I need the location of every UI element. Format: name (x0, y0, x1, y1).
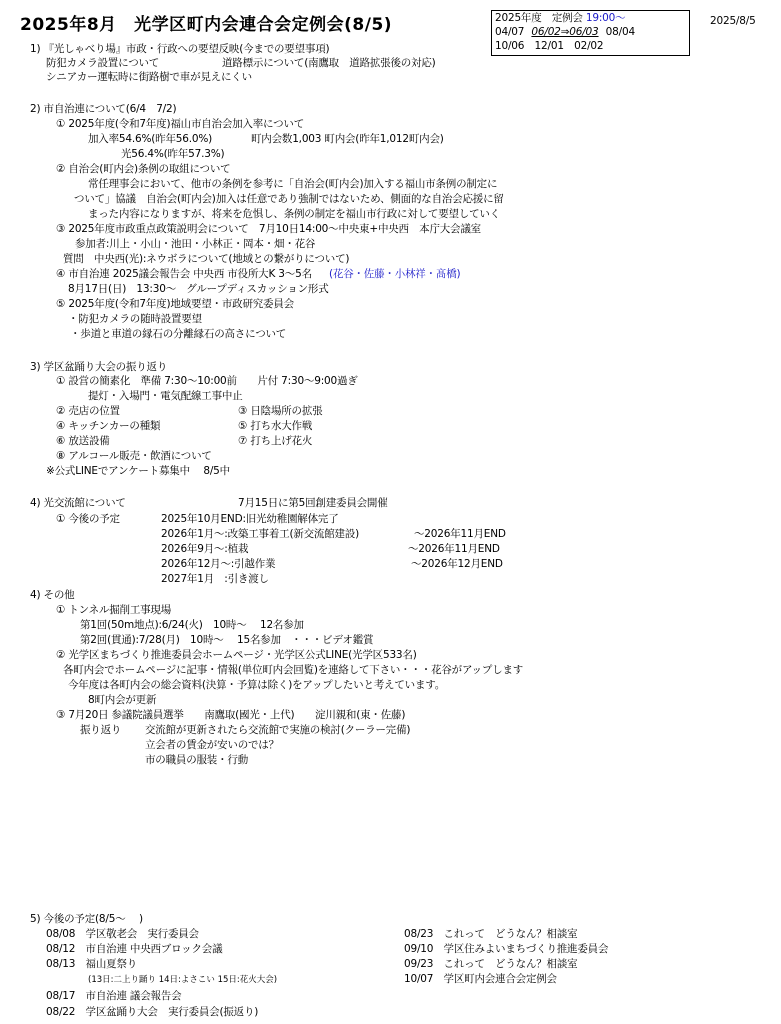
s3-item: ⑥ 放送設備 (56, 435, 110, 447)
schedule-subnote: (13日:二上り踊り 14日:よさこい 15日:花火大会) (88, 975, 278, 985)
s2-item: ② 自治会(町内会)条例の取組について (56, 163, 231, 175)
schedule-line-3: 10/06 12/01 02/02 (495, 40, 604, 52)
schedule-line-1: 2025年度 定例会 19:00～ (495, 12, 626, 24)
s5-text: 立会者の賃金が安いのでは？ (145, 739, 279, 751)
s4-plan: 2027年1月 :引き渡し (161, 573, 269, 585)
page-title: 2025年8月 光学区町内会連合会定例会(8/5) (20, 15, 393, 35)
attendee-names: (花谷・佐藤・小林祥・髙橋) (329, 268, 461, 280)
s4-plan: 2026年12月～:引越作業 (161, 558, 276, 570)
schedule-item: 09/23 これって どうなん？相談室 (404, 958, 578, 970)
s5-text: 今年度は各町内会の総会資料(決算・予算は除く)をアップしたいと考えています。 (68, 679, 446, 691)
s2-text: 町内会数1,003 町内会(昨年1,012町内会) (251, 133, 444, 145)
schedule-item: 08/23 これって どうなん？相談室 (404, 928, 578, 940)
section-1-heading: 1) 『光しゃべり場』市政・行政への要望反映(今までの要望事項) (30, 43, 330, 55)
s2-text: 8月17日(日) 13:30～ グループディスカッション形式 (68, 283, 329, 295)
section-6-heading: 5) 今後の予定(8/5～ ) (30, 913, 143, 925)
s5-text: 各町内会でホームページに記事・情報(単位町内会回覧)を連絡して下さい・・・花谷がアップします (63, 664, 524, 676)
s4-plan: 2026年9月～:植栽 (161, 543, 249, 555)
meeting-time: 19:00～ (585, 12, 626, 24)
s4-heading-note: 7月15日に第5回創建委員会開催 (238, 497, 388, 509)
s1-item: 道路標示について(南鷹取 道路拡張後の対応) (222, 57, 436, 69)
s4-plan-end: ～2026年11月END (408, 543, 500, 555)
schedule-item: 09/10 学区住みよいまちづくり推進委員会 (404, 943, 609, 955)
schedule-item: 08/12 市自治連 中央西ブロック会議 (46, 943, 223, 955)
s3-item: ④ キッチンカーの種類 (56, 420, 161, 432)
schedule-item: 10/07 学区町内会連合会定例会 (404, 973, 557, 985)
s2-text: 質問 中央西(光):ネウボラについて(地域との繋がりについて) (63, 253, 350, 265)
s3-item: ① 設営の簡素化 準備 7:30～10:00前 片付 7:30～9:00過ぎ (56, 375, 358, 387)
schedule-item: 08/08 学区敬老会 実行委員会 (46, 928, 199, 940)
s2-text: ・歩道と車道の縁石の分離縁石の高さについて (70, 328, 287, 340)
s3-item: ⑤ 打ち水大作戦 (238, 420, 313, 432)
s5-text: 市の職員の服装・行動 (145, 754, 248, 766)
s5-label: 振り返り (80, 724, 122, 736)
s3-note: ※公式LINEでアンケート募集中 8/5中 (46, 465, 230, 477)
s2-item: ④ 市自治連 2025議会報告会 中央西 市役所大K 3～5名 (花谷・佐藤・小林祥・髙橋) (56, 268, 461, 280)
s2-text: ついて」協議 自治会(町内会)加入は任意であり強制ではないため、側面的な自治会応援に留 (74, 193, 504, 205)
s5-item: ③ 7月20日 参議院議員選挙 南鷹取(國光・上代) 淀川親和(東・佐藤) (56, 709, 406, 721)
schedule-item: 08/13 福山夏祭り (46, 958, 138, 970)
s4-plan: 2026年1月～:改築工事着工(新交流館建設) (161, 528, 360, 540)
s5-text: 交流館が更新されたら交流館で実施の検討(クーラー完備) (145, 724, 411, 736)
section-5-heading: 4) その他 (30, 589, 75, 601)
s3-item: ② 売店の位置 (56, 405, 120, 417)
s4-plan: 2025年10月END:旧光幼稚園解体完了 (161, 513, 339, 525)
s2-text: ・防犯カメラの随時設置要望 (68, 313, 202, 325)
s4-item: ① 今後の予定 (56, 513, 120, 525)
s2-item: ⑤ 2025年度(令和7年度)地域要望・市政研究委員会 (56, 298, 294, 310)
s2-text: 常任理事会において、他市の条例を参考に「自治会(町内会)加入する福山市条例の制定に (88, 178, 498, 190)
schedule-item: 08/17 市自治連 議会報告会 (46, 990, 182, 1002)
s3-text: 提灯・入場門・電気配線工事中止 (88, 390, 243, 402)
header-date: 2025/8/5 (710, 15, 756, 27)
s3-item: ③ 日陰場所の拡張 (238, 405, 323, 417)
schedule-line-2: 04/07 06/02⇒06/03 08/04 (495, 26, 635, 38)
s2-text: 参加者:川上・小山・池田・小林正・岡本・畑・花谷 (75, 238, 316, 250)
s4-plan-end: ～2026年11月END (414, 528, 506, 540)
s5-text: 8町内会が更新 (88, 694, 157, 706)
section-4-heading: 4) 光交流館について (30, 497, 126, 509)
changed-date: 06/02⇒06/03 (531, 26, 599, 38)
s1-item: 防犯カメラ設置について (46, 57, 160, 69)
s5-item: ① トンネル掘削工事現場 (56, 604, 172, 616)
s2-text: まった内容になりますが、将来を危惧し、条例の制定を福山市行政に対して要望していく (88, 208, 500, 220)
section-3-heading: 3) 学区盆踊り大会の振り返り (30, 361, 168, 373)
s4-plan-end: ～2026年12月END (411, 558, 503, 570)
s5-text: 第2回(貫通):7/28(月) 10時～ 15名参加 ・・・ビデオ鑑賞 (80, 634, 374, 646)
s2-item: ① 2025年度(令和7年度)福山市自治会加入率について (56, 118, 305, 130)
s3-item: ⑧ アルコール販売・飲酒について (56, 450, 212, 462)
s5-text: 第1回(50m地点):6/24(火) 10時～ 12名参加 (80, 619, 304, 631)
s1-item: シニアカー運転時に街路樹で車が見えにくい (46, 71, 252, 83)
schedule-item: 08/22 学区盆踊り大会 実行委員会(振返り) (46, 1006, 259, 1018)
s2-text: 光56.4%(昨年57.3%) (121, 148, 225, 160)
s5-item: ② 光学区まちづくり推進委員会ホームページ・光学区公式LINE(光学区533名) (56, 649, 417, 661)
s3-item: ⑦ 打ち上げ花火 (238, 435, 313, 447)
section-2-heading: 2) 市自治連について(6/4 7/2) (30, 103, 177, 115)
s2-text: 加入率54.6%(昨年56.0%) (88, 133, 213, 145)
s2-item: ③ 2025年度市政重点政策説明会について 7月10日14:00～中央東+中央西 本庁大会議室 (56, 223, 481, 235)
